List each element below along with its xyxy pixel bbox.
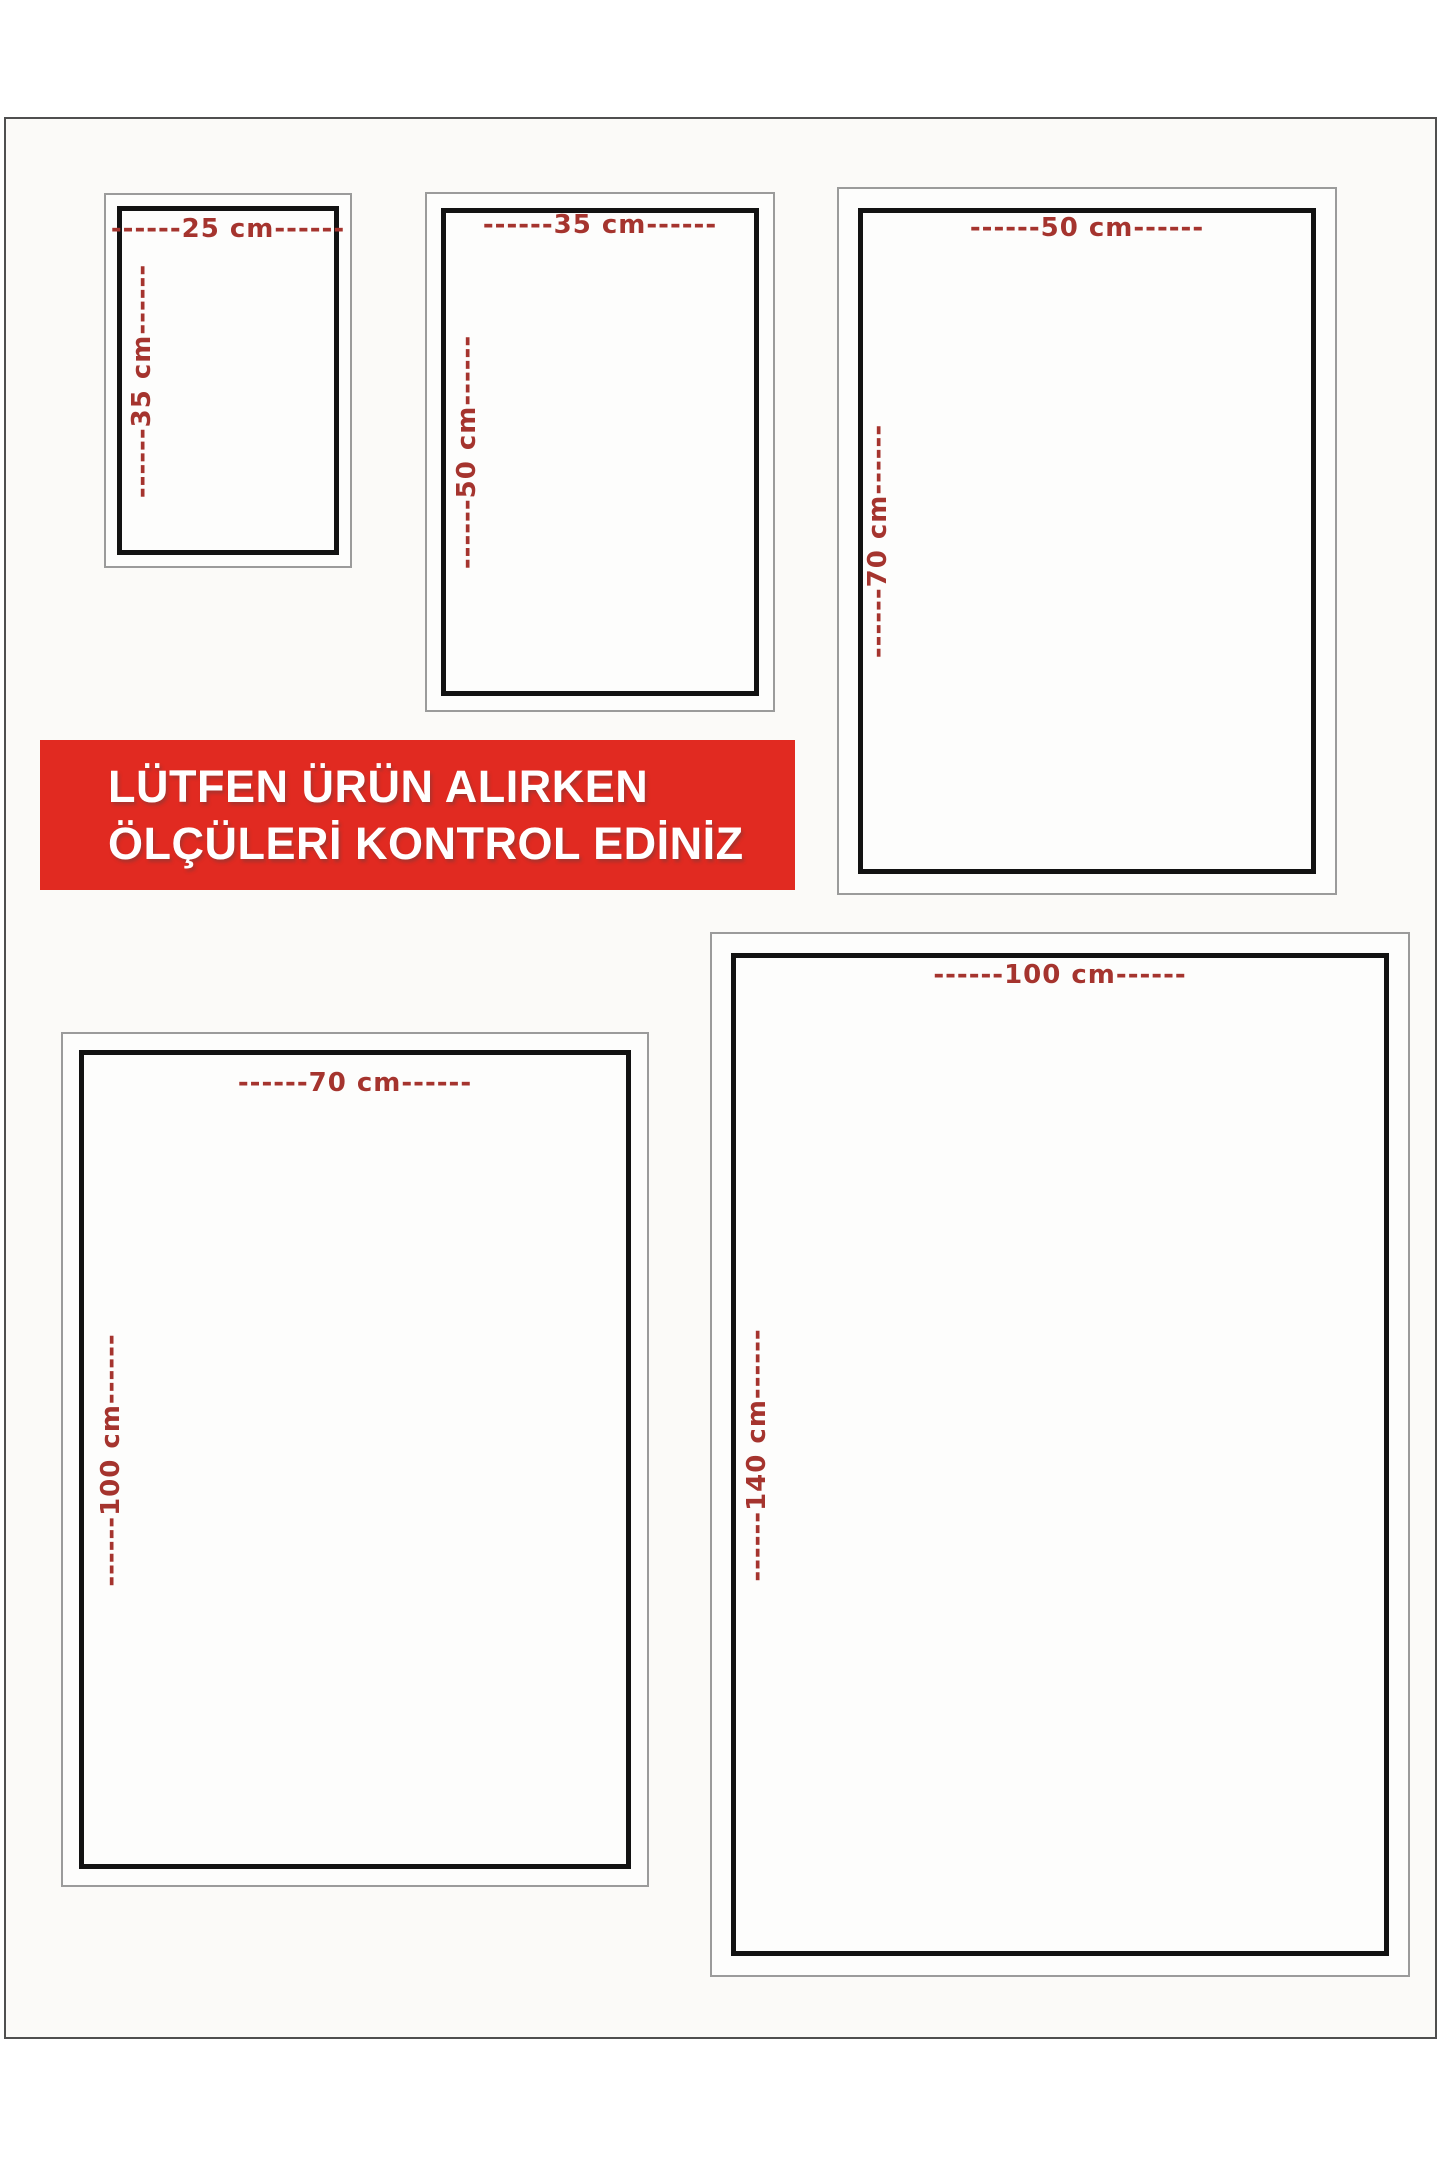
height-dimension-label: ------70 cm------ [863,423,893,659]
height-dimension-label: ------50 cm------ [452,334,482,570]
size-box-50x70 [837,187,1337,895]
notice-banner [40,740,795,890]
height-dimension-label: ------140 cm------ [742,1327,772,1582]
size-box-inner-frame [731,953,1389,1956]
width-dimension-label: ------50 cm------ [969,213,1205,243]
size-box-inner-frame [79,1050,631,1869]
width-dimension-label: ------35 cm------ [482,210,718,240]
height-dimension-label: ------35 cm------ [127,263,157,498]
size-box-35x50 [425,192,775,712]
notice-line-2: ÖLÇÜLERİ KONTROL EDİNİZ [108,818,744,869]
width-dimension-label: ------70 cm------ [237,1068,473,1098]
size-box-25x35 [104,193,352,568]
size-box-inner-frame [441,208,759,696]
size-box-100x140 [710,932,1410,1977]
size-box-70x100 [61,1032,649,1887]
width-dimension-label: ------25 cm------ [110,214,346,244]
size-box-inner-frame [858,208,1316,874]
notice-line-1: LÜTFEN ÜRÜN ALIRKEN [108,760,649,812]
width-dimension-label: ------100 cm------ [933,960,1187,990]
height-dimension-label: ------100 cm------ [96,1332,126,1587]
